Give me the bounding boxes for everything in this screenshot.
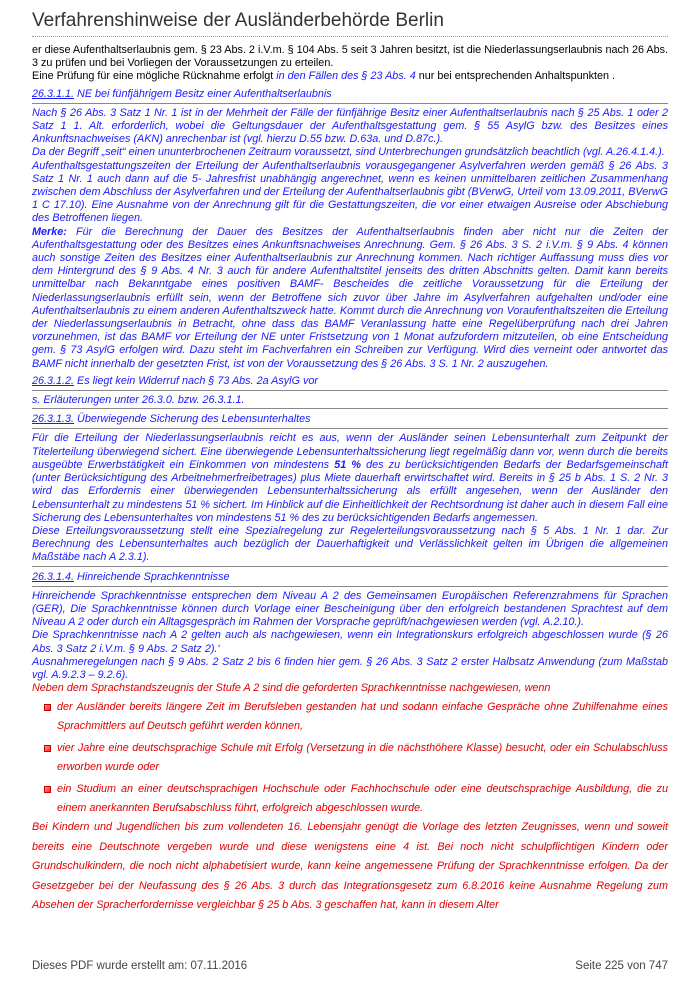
paragraph: Hinreichende Sprachkenntnisse entsprechen dem Niveau A 2 des Gemeinsamen Europäischen Referenzrahmens für Sprachen (GER), Die Sprachkenntnisse können durch Vorlage einer Bescheinigung über den erfolgreich bestandenen Sprachtest auf dem Niveau A 2 oder durch ein Alltagsgespräch im Rahmen der Vorsprache geprüft/nachgewiesen werden (vgl. A.2.10.). — [32, 589, 668, 629]
paragraph: Nach § 26 Abs. 3 Satz 1 Nr. 1 ist in der Mehrheit der Fälle der fünfjährige Besitz einer Aufenthaltserlaubnis nach § 25 Abs. 1 oder 2 Satz 1 1. Alt. erforderlich, wobei die Geltungsdauer der Aufenthaltsgestattung gem. § 55 AsylG bzw. des Besitzes eines Ankunftsnachweises (AKN) anrechenbar ist (vgl. hierzu D.55 bzw. D.63a. und D.87c.). — [32, 106, 668, 146]
section-title — [32, 375, 668, 389]
section-heading: Es liegt kein Widerruf nach § 73 Abs. 2a AsylG vor — [74, 374, 318, 387]
header-divider — [32, 36, 668, 37]
footer-created-date: Dieses PDF wurde erstellt am: 07.11.2016 — [32, 960, 248, 972]
section-divider — [32, 408, 668, 409]
footer-page-number: Seite 225 von 747 — [575, 960, 668, 972]
list-item-text: ein Studium an einer deutschsprachigen Hochschule oder Fachhochschule oder eine deutschsprachige Ausbildung, die zu einem anerkannten Berufsabschluss führt, erfolgreich abgeschlossen wurde. — [57, 783, 668, 815]
list-item — [32, 739, 668, 777]
section-number-link[interactable]: 26.3.1.4. — [32, 570, 75, 583]
merke-text: Für die Berechnung der Dauer des Besitzes der Aufenthaltserlaubnis finden aber nicht nur die Zeiten der Aufenthaltsgestattung oder des Besitzes eines Ankunftsnachweises Anrechnung. Gem. § 26 Abs. 3 S. 2 i.V.m. § 9 Abs. 4 können auch sonstige Zeiten des Besitzes einer Aufenthaltserlaubnis zur Anrechnung kommen. Nach richtiger Auffassung muss dies vor dem Hintergrund des § 9 Abs. 4 Nr. 3 auch für andere Aufenthaltstitel jenseits des dritten Abschnitts gelten. Damit kann bereits unmittelbar nach Bekanntgabe eines positiven BAMF- Bescheides die zeitliche Voraussetzung für die Erteilung der Niederlassungserlaubnis erfüllt sein, wenn der Betroffene sich zuvor über Jahre im Asylverfahren aufgehalten und/oder eine Aufenthaltserlaubnis zu einem anderen Aufenthaltszweck hatte. Kommt durch die Anrechnung von Voraufenthaltszeiten die Erteilung der Niederlassungserlaubnis in Betracht, ohne dass das BAMF Veranlassung hatte eine Regelüberprüfung nach drei Jahren vorzunehmen, ist das BAMF vor Erteilung der NE unter Fristsetzung von 1 Monat aufzufordern mitzuteilen, ob eine Entscheidung gem. § 73 AsylG erfolgen wird. Dazu steht im Fachverfahren ein Schreiben zur Verfügung. Wird dies verneint oder antwortet das BAMF nicht innerhalb der gesetzten Frist, ist von der Voraussetzung des § 26 Abs. 3 S. 1 Nr. 2 auszugehen. — [32, 225, 668, 370]
page-footer — [32, 960, 668, 972]
paragraph: s. Erläuterungen unter 26.3.0. bzw. 26.3.1.1. — [32, 394, 245, 407]
intro-text: Eine Prüfung für eine mögliche Rücknahme erfolgt — [32, 70, 277, 83]
section-heading: Hinreichende Sprachkenntnisse — [74, 570, 230, 583]
percentage-bold: 51 % — [334, 458, 361, 471]
merke-label: Merke: — [32, 225, 67, 238]
paragraph-red: Bei Kindern und Jugendlichen bis zum vollendeten 16. Lebensjahr genügt die Vorlage des letzten Zeugnisses, wenn und soweit bereits eine Deutschnote vergeben wurde und diese wenigstens eine 4 ist. Bei noch nicht schulpflichtigen Kindern oder Grundschulkindern, die noch nicht alphabetisiert wurde, kann keine angemessene Prüfung der Sprachkenntnisse erfolgen. Da der Gesetzgeber bei der Neufassung des § 26 Abs. 3 durch das Integrationsgesetz zum 6.8.2016 keine Ausnahme Regelung zum Absehen der Spracherfordernisse vergleichbar § 25 b Abs. 3 geschaffen hat, kann in diesem Alter — [32, 821, 668, 912]
list-item-text: der Ausländer bereits längere Zeit im Berufsleben gestanden hat und sodann einfache Gespräche ohne Zuhilfenahme eines Sprachmittlers auf Deutsch geführt werden können, — [57, 701, 668, 733]
bullet-icon — [44, 704, 51, 711]
section-divider — [32, 566, 668, 567]
paragraph: Aufenthaltsgestattungszeiten der Erteilung der Aufenthaltserlaubnis vorausgegangener Asylverfahren werden gemäß § 26 Abs. 3 Satz 1 Nr. 1 auch dann auf die 5- Jahresfrist unabhängig angerechnet, wenn es keinen unmittelbaren zeitlichen Zusammenhang zwischen dem Abschluss der Asylverfahren und der Erteilung der Aufenthaltserlaubnis gibt (BVerwG, Urteil vom 13.09.2011, BVerwG 1 C 17.10). Eine Ausnahme von der Anrechnung gilt für die Gestattungszeiten, die vor einer etwaigen Ausreise oder Abschiebung des Betroffenen liegen. — [32, 159, 668, 225]
intro-text-end: nur bei entsprechenden Anhaltspunkten . — [415, 70, 616, 83]
intro-paragraph: er diese Aufenthaltserlaubnis gem. § 23 Abs. 2 i.V.m. § 104 Abs. 5 seit 3 Jahren besitzt, ist die Niederlassungserlaubnis nach 26 Abs. 3 zu prüfen und bei Vorliegen der Voraussetzungen zu erteilen. — [32, 44, 668, 70]
intro-reference: in den Fällen des § 23 Abs. 4 — [276, 70, 416, 83]
section-title — [32, 413, 668, 427]
list-item-text: vier Jahre eine deutschsprachige Schule mit Erfolg (Versetzung in die nächsthöhere Klasse) besucht, oder ein Schulabschluss erworben wurde oder — [57, 742, 668, 774]
paragraph — [32, 432, 668, 524]
section-26-3-1-3 — [32, 413, 668, 566]
section-title — [32, 88, 668, 102]
list-item — [32, 698, 668, 736]
bullet-icon — [44, 745, 51, 752]
section-divider — [32, 586, 668, 587]
paragraph: Diese Erteilungsvoraussetzung stellt eine Spezialregelung zur Regelerteilungsvoraussetzung nach § 5 Abs. 1 Nr. 1 dar. Zur Berechnung des Lebensunterhaltes auch bezüglich der Dauerhaftigkeit und Verlässlichkeit gelten im Übrigen die allgemeinen Maßstäbe nach A 2.3.1). — [32, 524, 668, 564]
text: Für die Erteilung der Niederlassungserlaubnis reicht es aus, wenn der Ausländer seinen Lebensunterhalt zum Zeitpunkt der Titelerteilung überwiegend sichert. Eine überwiegende Lebensunterhaltssicherung liegt regelmäßig dann vor, wenn durch die bereits ausgeübte Erwerbstätigkeit ein Einkommen von mindestens — [32, 432, 668, 471]
section-heading: NE bei fünfjährigem Besitz einer Aufenthaltserlaubnis — [74, 87, 332, 100]
section-divider — [32, 103, 668, 104]
intro-line-2 — [32, 70, 668, 83]
document-body — [32, 44, 668, 916]
paragraph-red: Neben dem Sprachstandszeugnis der Stufe A 2 sind die geforderten Sprachkenntnisse nachgewiesen, wenn — [32, 682, 551, 695]
section-number-link[interactable]: 26.3.1.3. — [32, 413, 75, 426]
paragraph: Da der Begriff „seit“ einen ununterbrochenen Zeitraum voraussetzt, sind Unterbrechungen grundsätzlich beachtlich (vgl. A.26.4.1.4.). — [32, 146, 665, 159]
section-number-link[interactable]: 26.3.1.1. — [32, 87, 75, 100]
paragraph: Die Sprachkenntnisse nach A 2 gelten auch als nachgewiesen, wenn ein Integrationskurs erfolgreich abgeschlossen wurde (§ 26 Abs. 3 Satz 2 i.V.m. § 9 Abs. 2 Satz 2).‘ — [32, 629, 668, 655]
section-26-3-1-1 — [32, 88, 668, 371]
section-26-3-1-4 — [32, 571, 668, 916]
section-title — [32, 571, 668, 585]
page-header-title: Verfahrenshinweise der Ausländerbehörde Berlin — [32, 10, 444, 31]
section-26-3-1-2 — [32, 375, 668, 409]
text: des zu berücksichtigenden Bedarfs der Bedarfsgemeinschaft (unter Berücksichtigung des Arbeitnehmerfreibetrages) plus Miete dauerhaft erwirtschaftet wird. Bereits in § 25 b Abs. 1 S. 2 Nr. 3 wird das Erfordernis einer überwiegenden Lebensunterhaltssicherung als erfüllt angesehen, wenn der Ausländer den Lebensunterhalt zu mindestens 51 % sichert. Im Hinblick auf die Einheitlichkeit der Rechtsordnung ist daher auch in diesem Fall eine Sicherung des Lebensunterhaltes von mindestens 51 % des zu berücksichtigenden Bedarfs angemessen. — [32, 458, 668, 524]
section-divider — [32, 428, 668, 429]
bullet-icon — [44, 786, 51, 793]
section-number-link[interactable]: 26.3.1.2. — [32, 374, 75, 387]
merke-paragraph — [32, 226, 668, 371]
section-divider — [32, 390, 668, 391]
paragraph: Ausnahmeregelungen nach § 9 Abs. 2 Satz 2 bis 6 finden hier gem. § 26 Abs. 3 Satz 2 erster Halbsatz Anwendung (zum Maßstab vgl. A.9.2.3 – 9.2.6). — [32, 655, 668, 681]
list-item — [32, 780, 668, 818]
section-heading: Überwiegende Sicherung des Lebensunterhaltes — [74, 413, 311, 426]
